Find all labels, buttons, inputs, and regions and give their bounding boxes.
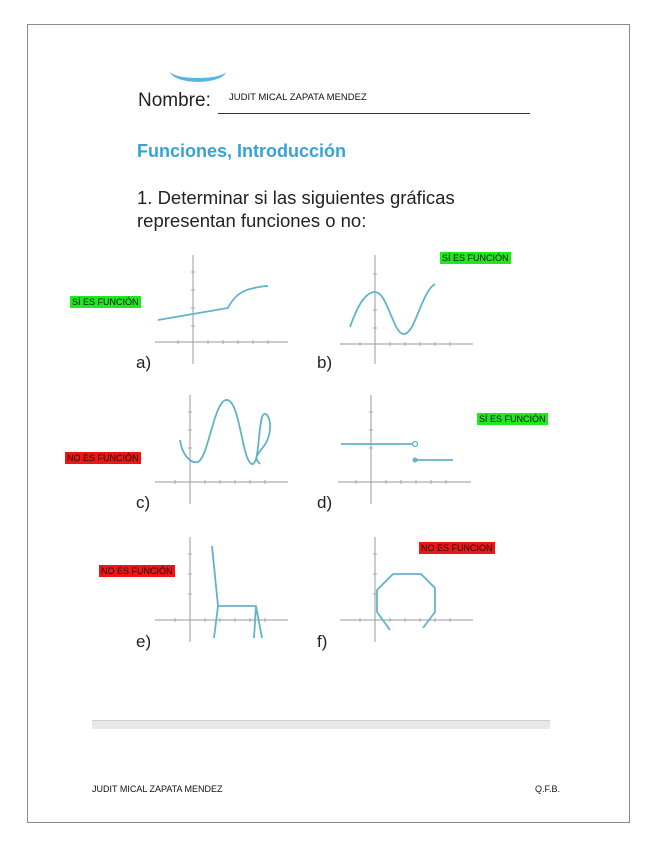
graph-a [150,252,290,367]
question-text: 1. Determinar si las siguientes gráficas representan funciones o no: [137,187,455,231]
graph-a-label: a) [136,353,152,372]
graph-e [150,534,290,644]
graph-d [333,392,473,507]
graph-e-answer: NO ES FUNCIÓN [101,566,173,576]
graph-e-label: e) [136,632,152,651]
footer-author: JUDIT MICAL ZAPATA MENDEZ [92,784,223,794]
name-label: Nombre: [138,90,211,111]
section-title: Funciones, Introducción [137,141,347,161]
graph-d-answer: SÍ ES FUNCIÓN [479,414,546,424]
decorative-arc [170,60,226,82]
graph-b-label: b) [317,353,333,372]
graph-f-label: f) [317,632,328,651]
graph-d-label: d) [317,493,333,512]
footer-divider [92,720,550,729]
graph-b-answer: SÍ ES FUNCIÓN [442,253,509,263]
name-underline [218,113,530,114]
graph-b [335,252,475,367]
footer-degree: Q.F.B. [535,784,561,794]
name-value: JUDIT MICAL ZAPATA MENDEZ [229,92,367,103]
graph-f-answer: NO ES FUNCION [421,543,493,553]
graph-c-answer: NO ES FUNCIÓN [67,453,139,463]
graph-c-label: c) [136,493,151,512]
graph-c [150,392,290,507]
graph-a-answer: SÍ ES FUNCIÓN [72,297,139,307]
